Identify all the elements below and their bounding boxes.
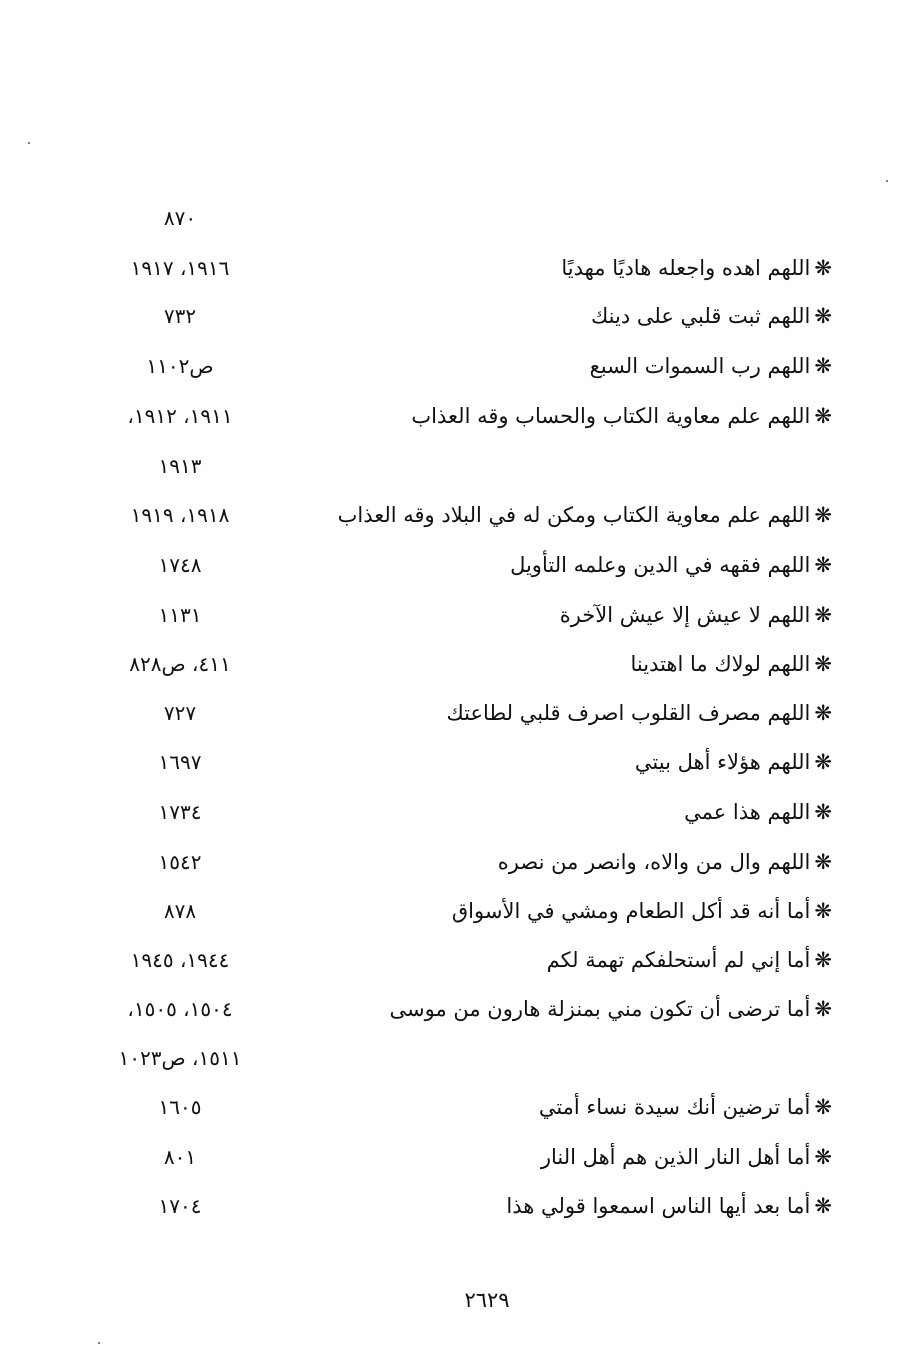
- entry-label: أما إني لم أستحلفكم تهمة لكم: [546, 948, 811, 972]
- scan-speck: [98, 1342, 100, 1344]
- star-bullet-icon: ❋: [814, 1194, 832, 1218]
- entry-text: [498, 847, 832, 877]
- entry-reference: ٤١١، ص٨٢٨: [129, 652, 231, 676]
- entry-text: [635, 747, 832, 777]
- entry-text: [539, 1092, 832, 1122]
- entry-label: اللهم لولاك ما اهتدينا: [630, 652, 811, 676]
- entry-reference: ١٥٠٤، ١٥٠٥،: [127, 997, 233, 1021]
- entry-text: [630, 649, 832, 679]
- entry-reference: ٧٢٧: [163, 701, 197, 725]
- star-bullet-icon: ❋: [814, 404, 832, 428]
- entry-label: اللهم مصرف القلوب اصرف قلبي لطاعتك: [446, 701, 811, 725]
- scan-speck: [28, 142, 30, 144]
- entry-reference: ١٩١٨، ١٩١٩: [130, 503, 230, 527]
- entry-reference: ١٩٤٤، ١٩٤٥: [130, 948, 230, 972]
- entry-text: [452, 896, 832, 926]
- star-bullet-icon: ❋: [814, 603, 832, 627]
- entry-label: اللهم ثبت قلبي على دينك: [590, 304, 811, 328]
- entry-label: اللهم رب السموات السبع: [589, 354, 811, 378]
- entry-reference: ١٧٠٤: [158, 1194, 202, 1218]
- scan-speck: [886, 180, 888, 182]
- star-bullet-icon: ❋: [814, 701, 832, 725]
- entry-text: [547, 945, 832, 975]
- entry-text: [510, 550, 832, 580]
- entry-reference: ٨٧٠: [163, 206, 197, 230]
- entry-text: [541, 1142, 832, 1172]
- entry-text: [390, 994, 833, 1024]
- entry-text: [560, 600, 832, 630]
- entry-text: [561, 253, 832, 283]
- star-bullet-icon: ❋: [814, 354, 832, 378]
- entry-reference: ١٦٩٧: [158, 750, 202, 774]
- entry-reference: ٨٠١: [163, 1145, 197, 1169]
- star-bullet-icon: ❋: [814, 553, 832, 577]
- entry-text: [411, 401, 832, 431]
- entry-label: اللهم اهده واجعله هاديًا مهديًا: [561, 256, 811, 280]
- star-bullet-icon: ❋: [814, 750, 832, 774]
- star-bullet-icon: ❋: [814, 503, 832, 527]
- page-number: ٢٦٢٩: [464, 1288, 510, 1312]
- entry-label: أما أهل النار الذين هم أهل النار: [540, 1145, 811, 1169]
- star-bullet-icon: ❋: [814, 850, 832, 874]
- entry-reference: ١٥١١، ص١٠٢٣: [118, 1046, 242, 1070]
- entry-reference: ١٩١٦، ١٩١٧: [130, 256, 230, 280]
- entry-reference: ١٧٤٨: [158, 553, 202, 577]
- entry-label: أما ترضى أن تكون مني بمنزلة هارون من موسى: [389, 997, 811, 1021]
- star-bullet-icon: ❋: [814, 1145, 832, 1169]
- entry-label: اللهم لا عيش إلا عيش الآخرة: [559, 603, 811, 627]
- star-bullet-icon: ❋: [814, 899, 832, 923]
- entry-label: اللهم علم معاوية الكتاب والحساب وقه العذاب: [411, 404, 811, 428]
- entry-reference: ١٩١٣: [158, 454, 202, 478]
- entry-label: أما ترضين أنك سيدة نساء أمتي: [538, 1095, 811, 1119]
- entry-label: أما أنه قد أكل الطعام ومشي في الأسواق: [451, 899, 811, 923]
- entry-label: اللهم فقهه في الدين وعلمه التأويل: [510, 553, 811, 577]
- entry-text: [591, 301, 832, 331]
- star-bullet-icon: ❋: [814, 997, 832, 1021]
- star-bullet-icon: ❋: [814, 256, 832, 280]
- star-bullet-icon: ❋: [814, 652, 832, 676]
- entry-text: [590, 351, 832, 381]
- entry-reference: ٧٣٢: [163, 304, 197, 328]
- star-bullet-icon: ❋: [814, 800, 832, 824]
- entry-reference: ١١٣١: [158, 603, 202, 627]
- entry-reference: ١٧٣٤: [158, 800, 202, 824]
- entry-reference: ١٥٤٢: [158, 850, 202, 874]
- star-bullet-icon: ❋: [814, 1095, 832, 1119]
- entry-label: أما بعد أيها الناس اسمعوا قولي هذا: [506, 1194, 811, 1218]
- entry-reference: ١٦٠٥: [158, 1095, 202, 1119]
- entry-reference: ٨٧٨: [163, 899, 197, 923]
- entry-label: اللهم علم معاوية الكتاب ومكن له في البلاد وقه العذاب: [337, 503, 811, 527]
- entry-reference: ص١١٠٢: [146, 354, 214, 378]
- star-bullet-icon: ❋: [814, 304, 832, 328]
- entry-label: اللهم وال من والاه، وانصر من نصره: [497, 850, 811, 874]
- entry-text: [684, 797, 832, 827]
- star-bullet-icon: ❋: [814, 948, 832, 972]
- entry-text: [338, 500, 832, 530]
- entry-label: اللهم هذا عمي: [684, 800, 811, 824]
- entry-text: [506, 1191, 832, 1221]
- entry-reference: ١٩١١، ١٩١٢،: [127, 404, 233, 428]
- entry-label: اللهم هؤلاء أهل بيتي: [634, 750, 811, 774]
- entry-text: [446, 698, 832, 728]
